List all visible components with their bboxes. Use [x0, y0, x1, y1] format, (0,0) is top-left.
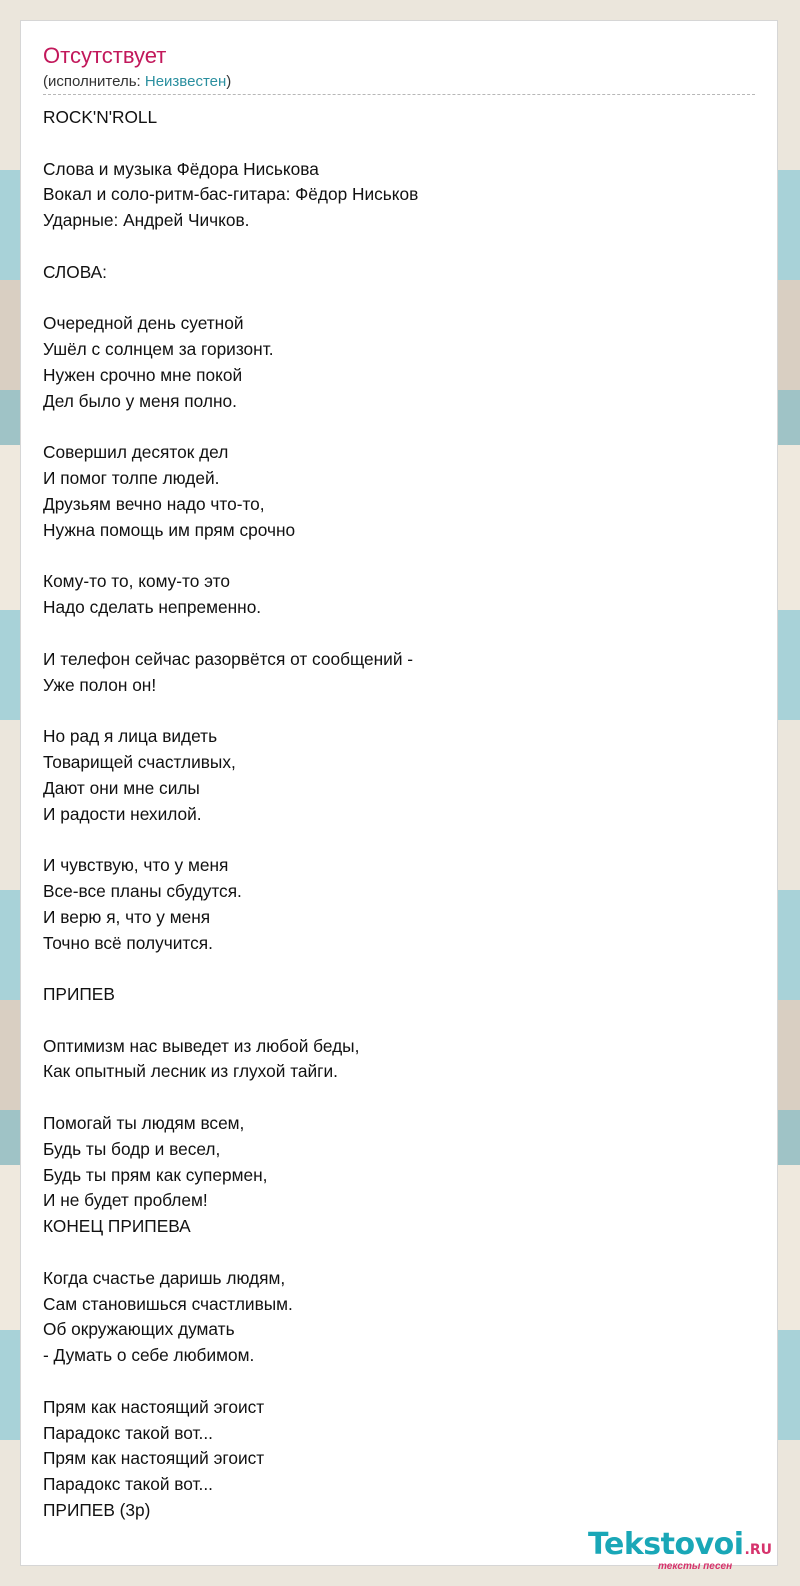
lyric-line: Все-все планы сбудутся.: [43, 880, 242, 901]
lyric-line: Но рад я лица видеть: [43, 726, 218, 747]
lyric-line: Как опытный лесник из глухой тайги.: [43, 1061, 338, 1082]
lyric-line: Нужна помощь им прям срочно: [43, 519, 296, 540]
lyric-line: [43, 1085, 763, 1111]
lyric-line: И телефон сейчас разорвётся от сообщений -: [43, 648, 414, 669]
lyric-line: [43, 415, 763, 441]
lyric-line: [43, 286, 763, 312]
lyric-line: [43, 956, 763, 982]
lyric-line: [43, 1240, 763, 1266]
lyric-line: [43, 698, 763, 724]
lyric-line: И чувствую, что у меня: [43, 855, 229, 876]
lyric-line: Когда счастье даришь людям,: [43, 1267, 286, 1288]
lyric-line: [43, 234, 763, 260]
site-logo[interactable]: [588, 1527, 798, 1579]
lyric-line: СЛОВА:: [43, 261, 107, 282]
lyric-line: [43, 621, 763, 647]
lyric-line: Кому-то то, кому-то это: [43, 571, 230, 592]
lyric-line: [43, 131, 763, 157]
lyric-line: Парадокс такой вот...: [43, 1474, 213, 1495]
lyric-line: ПРИПЕВ (3р): [43, 1500, 151, 1521]
lyric-line: И не будет проблем!: [43, 1190, 208, 1211]
lyrics-card: [20, 20, 778, 1572]
lyric-line: Дел было у меня полно.: [43, 390, 237, 411]
lyric-line: Вокал и соло-ритм-бас-гитара: Фёдор Ниськов: [43, 184, 419, 205]
lyric-line: И помог толпе людей.: [43, 468, 220, 489]
lyric-line: Об окружающих думать: [43, 1319, 235, 1340]
lyrics-text: [43, 105, 763, 1524]
lyric-line: [43, 544, 763, 570]
lyric-line: Друзьям вечно надо что-то,: [43, 493, 265, 514]
artist-prefix: (исполнитель:: [43, 73, 145, 90]
lyric-line: Уже полон он!: [43, 674, 157, 695]
lyric-line: [43, 1008, 763, 1034]
lyric-line: И верю я, что у меня: [43, 906, 211, 927]
lyric-line: Очередной день суетной: [43, 313, 244, 334]
artist-suffix: ): [226, 73, 232, 90]
lyric-line: Сам становишься счастливым.: [43, 1293, 293, 1314]
lyric-line: - Думать о себе любимом.: [43, 1345, 255, 1366]
lyric-line: [43, 1369, 763, 1395]
logo-tagline: тексты песен: [658, 1561, 733, 1572]
lyric-line: Совершил десяток дел: [43, 442, 229, 463]
lyric-line: КОНЕЦ ПРИПЕВА: [43, 1216, 191, 1237]
lyric-line: Парадокс такой вот...: [43, 1422, 213, 1443]
lyric-line: Будь ты бодр и весел,: [43, 1138, 221, 1159]
lyric-line: Товарищей счастливых,: [43, 751, 236, 772]
lyric-line: Прям как настоящий эгоист: [43, 1448, 265, 1469]
lyric-line: Прям как настоящий эгоист: [43, 1396, 265, 1417]
lyric-line: ROCK'N'ROLL: [43, 107, 158, 127]
lyric-line: Дают они мне силы: [43, 777, 200, 798]
lyric-line: [43, 827, 763, 853]
lyric-line: Ударные: Андрей Чичков.: [43, 210, 250, 231]
lyric-line: Ушёл с солнцем за горизонт.: [43, 339, 274, 360]
song-title: Отсутствует: [43, 43, 167, 68]
logo-text: Tekstovoi: [588, 1527, 744, 1562]
lyric-line: Оптимизм нас выведет из любой беды,: [43, 1035, 360, 1056]
lyric-line: ПРИПЕВ: [43, 984, 115, 1005]
dashed-divider: [43, 94, 755, 95]
artist-line: [43, 73, 231, 90]
logo-tld: .RU: [744, 1542, 773, 1558]
lyric-line: Нужен срочно мне покой: [43, 364, 243, 385]
lyric-line: Будь ты прям как супермен,: [43, 1164, 268, 1185]
lyric-line: Слова и музыка Фёдора Ниськова: [43, 158, 319, 179]
lyric-line: Надо сделать непременно.: [43, 597, 262, 618]
artist-link[interactable]: Неизвестен: [144, 73, 227, 90]
lyric-line: Точно всё получится.: [43, 932, 213, 953]
lyric-line: Помогай ты людям всем,: [43, 1113, 245, 1134]
lyric-line: И радости нехилой.: [43, 803, 202, 824]
